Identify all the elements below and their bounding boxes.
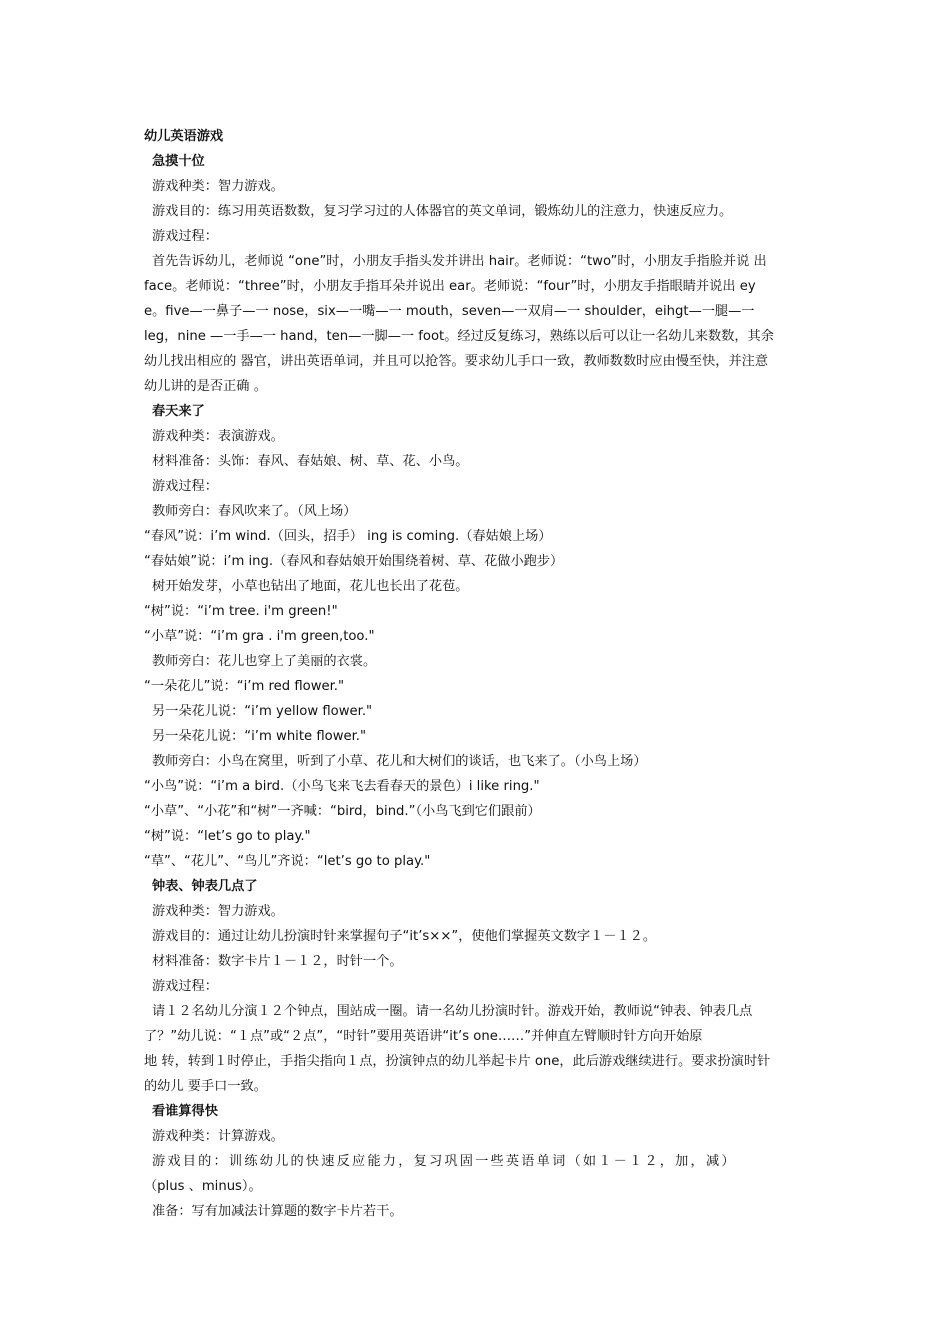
text-line: 教师旁白：小鸟在窝里，听到了小草、花儿和大树们的谈话，也飞来了。（小鸟上场） (152, 754, 647, 769)
paragraph-line: 游戏目的：训练幼儿的快速反应能力，复习巩固一些英语单词（如１－１２，加，减） (152, 1154, 737, 1169)
document-body (144, 124, 808, 1224)
text-line: 材料准备：数字卡片１－１２，时针一个。 (152, 954, 403, 969)
text-line: “树”说：“i’m tree. i'm green!" (144, 604, 338, 619)
section-heading: 钟表、钟表几点了 (152, 879, 258, 894)
text-line: 游戏种类：智力游戏。 (152, 904, 284, 919)
text-line: “草”、“花儿”、“鸟儿”齐说：“let’s go to play." (144, 854, 431, 869)
text-line: 另一朵花儿说：“i’m white flower." (152, 729, 367, 744)
section-heading: 急摸十位 (152, 154, 205, 169)
text-line: 教师旁白：春风吹来了。（风上场） (152, 504, 357, 519)
text-line: 游戏过程： (152, 229, 218, 244)
paragraph-line: 首先告诉幼儿，老师说 “one”时，小朋友手指头发并讲出 hair。老师说：“two”时，小朋友手指脸并说 出 (152, 254, 767, 269)
paragraph-line: e。five—一鼻子—一 nose，six—一嘴—一 mouth，seven—一双肩—一 shoulder，eihgt—一腿—一 (144, 304, 755, 319)
paragraph-line: 幼儿找出相应的 器官，讲出英语单词，并且可以抢答。要求幼儿手口一致，教师数数时应由慢至快，并注意 (144, 354, 769, 369)
text-line: 树开始发芽，小草也钻出了地面，花儿也长出了花苞。 (152, 579, 469, 594)
text-line: 游戏过程： (152, 979, 218, 994)
text-line: 游戏种类：表演游戏。 (152, 429, 284, 444)
paragraph-line: 幼儿讲的是否正确 。 (144, 379, 267, 394)
paragraph-line: 请１２名幼儿分演１２个钟点，围站成一圈。请一名幼儿扮演时针。游戏开始，教师说“钟表、钟表几点 (152, 1004, 753, 1019)
text-line: 游戏目的：练习用英语数数，复习学习过的人体器官的英文单词，锻炼幼儿的注意力，快速反应力。 (152, 204, 733, 219)
paragraph-line: leg，nine —一手—一 hand，ten—一脚—一 foot。经过反复练习，熟练以后可以让一名幼儿来数数，其余 (144, 329, 774, 344)
text-line: “春姑娘”说：i’m ing.（春风和春姑娘开始围绕着树、草、花做小跑步） (144, 554, 564, 569)
paragraph-line: （plus 、minus）。 (144, 1179, 262, 1194)
paragraph-line: face。老师说：“three”时，小朋友手指耳朵并说出 ear。老师说：“four”时，小朋友手指眼睛并说出 ey (144, 279, 756, 294)
text-line: 材料准备：头饰：春风、春姑娘、树、草、花、小鸟。 (152, 454, 469, 469)
text-line: 教师旁白：花儿也穿上了美丽的衣裳。 (152, 654, 377, 669)
document-title: 幼儿英语游戏 (144, 129, 224, 144)
paragraph-line: 了？”幼儿说：“１点”或“２点”，“时针”要用英语讲“it’s one……”并伸直左臂顺时针方向开始原 (144, 1029, 703, 1044)
text-line: 另一朵花儿说：“i’m yellow flower." (152, 704, 373, 719)
text-line: “一朵花儿”说：“i’m red flower." (144, 679, 345, 694)
text-line: “小鸟”说：“i’m a bird.（小鸟飞来飞去看春天的景色）i like ring." (144, 779, 540, 794)
text-line: “春风”说：i’m wind.（回头，招手） ing is coming.（春姑娘上场） (144, 529, 552, 544)
paragraph-line: 的幼儿 要手口一致。 (144, 1079, 267, 1094)
text-line: 游戏目的：通过让幼儿扮演时针来掌握句子“it’s××”，使他们掌握英文数字１－１２。 (152, 929, 657, 944)
section-heading: 春天来了 (152, 404, 205, 419)
text-line: 游戏种类：计算游戏。 (152, 1129, 284, 1144)
paragraph-line: 地 转，转到１时停止，手指尖指向１点，扮演钟点的幼儿举起卡片 one，此后游戏继续进行。要求扮演时针 (144, 1054, 771, 1069)
text-line: “树”说：“let’s go to play." (144, 829, 311, 844)
text-line: 游戏过程： (152, 479, 218, 494)
section-heading: 看谁算得快 (152, 1104, 218, 1119)
text-line: 游戏种类：智力游戏。 (152, 179, 284, 194)
text-line: “小草”、“小花”和“树”一齐喊：“bird，bind.”（小鸟飞到它们跟前） (144, 804, 541, 819)
text-line: “小草”说：“i’m gra . i'm green,too." (144, 629, 375, 644)
text-line: 准备：写有加减法计算题的数字卡片若干。 (152, 1204, 403, 1219)
